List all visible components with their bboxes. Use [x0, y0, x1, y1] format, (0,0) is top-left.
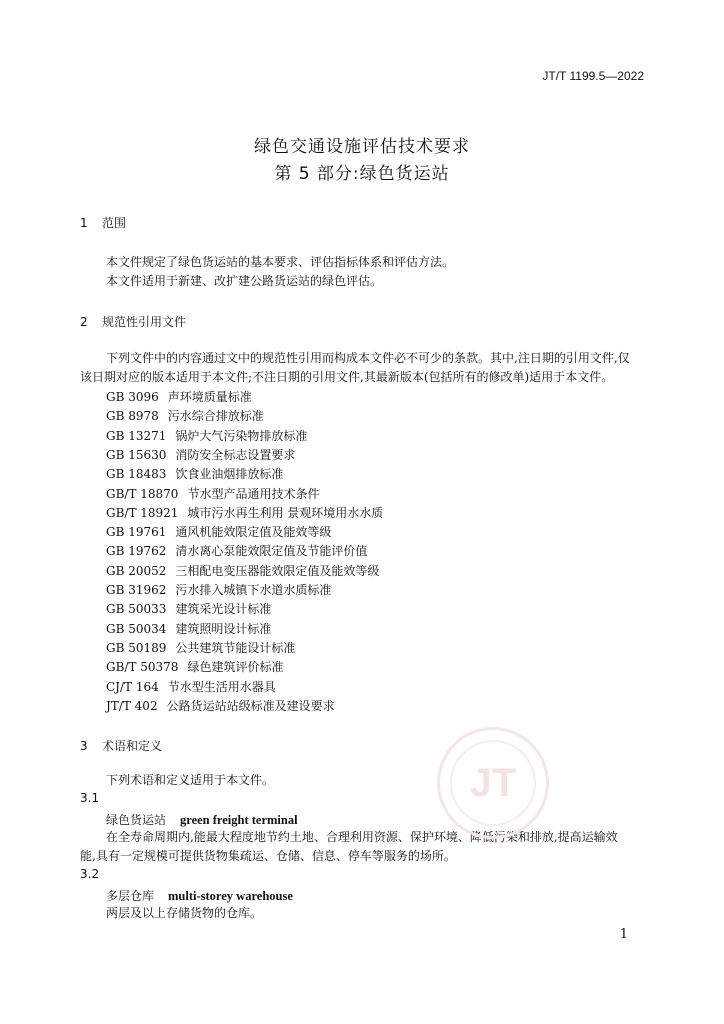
watermark-text: JT [450, 740, 536, 826]
reference-item [106, 465, 283, 482]
paragraph: 本文件适用于新建、改扩建公路货运站的绿色评估。 [106, 274, 383, 288]
reference-item [106, 523, 331, 540]
reference-item [106, 485, 319, 502]
reference-title: 污水排入城镇下水道水质标准 [175, 583, 332, 597]
reference-item [106, 581, 331, 598]
paragraph: 该日期对应的版本适用于本文件;不注日期的引用文件,其最新版本(包括所有的修改单)适用于本文件。 [80, 370, 614, 384]
section-heading-terms [80, 737, 162, 754]
reference-title: 消防安全标志设置要求 [175, 447, 296, 462]
paragraph: 下列术语和定义适用于本文件。 [106, 773, 275, 787]
section-title: 规范性引用文件 [102, 315, 187, 329]
reference-title: 建筑照明设计标准 [175, 621, 272, 636]
section-number: 1 [80, 216, 88, 230]
section-title: 范围 [102, 216, 127, 230]
reference-item [106, 697, 335, 714]
section-number: 2 [80, 315, 88, 329]
reference-code: JT/T 402 [106, 698, 158, 713]
reference-item [106, 600, 271, 617]
reference-title: 饮食业油烟排放标准 [175, 467, 284, 482]
term-definition: 两层及以上存储货物的仓库。 [106, 906, 263, 920]
reference-code: GB 50189 [106, 640, 167, 655]
term-number: 3.2 [80, 867, 100, 881]
reference-code: GB 19761 [106, 525, 167, 540]
reference-title: 声环境质量标准 [167, 390, 252, 404]
term-definition: 在全寿命周期内,能最大程度地节约土地、合理利用资源、保护环境、降低污染和排放,提高运输效 [106, 830, 618, 844]
term-chinese: 多层仓库 [106, 889, 155, 903]
reference-item [106, 639, 295, 656]
reference-item [106, 658, 283, 675]
reference-item [106, 504, 383, 521]
section-title: 术语和定义 [102, 739, 163, 753]
reference-item [106, 388, 252, 405]
reference-title: 城市污水再生利用 景观环境用水水质 [187, 505, 384, 520]
reference-title: 节水型生活用水器具 [167, 679, 276, 694]
term-chinese: 绿色货运站 [106, 813, 167, 827]
reference-code: GB 31962 [106, 583, 167, 597]
reference-code: GB/T 18870 [106, 486, 179, 501]
reference-title: 三相配电变压器能效限定值及能效等级 [175, 563, 380, 578]
reference-code: GB 8978 [106, 409, 159, 424]
reference-title: 锅炉大气污染物排放标准 [175, 428, 308, 443]
reference-code: GB 20052 [106, 563, 167, 578]
reference-code: GB/T 18921 [106, 505, 179, 520]
reference-code: GB 50034 [106, 621, 167, 636]
reference-title: 建筑采光设计标准 [175, 602, 272, 617]
reference-item [106, 542, 367, 559]
section-heading-scope [80, 214, 126, 231]
term-english: multi-storey warehouse [168, 889, 293, 903]
term-entry [106, 809, 298, 828]
term-definition: 能,具有一定规模可提供货物集疏运、仓储、信息、停车等服务的场所。 [80, 849, 456, 863]
jt-watermark-logo [437, 727, 549, 839]
page-number: 1 [619, 927, 628, 942]
document-title: 绿色交通设施评估技术要求 [254, 137, 470, 157]
reference-item [106, 407, 264, 424]
reference-title: 污水综合排放标准 [167, 409, 264, 424]
term-number: 3.1 [80, 791, 100, 805]
reference-code: GB 19762 [106, 544, 167, 559]
reference-item [106, 678, 276, 695]
standard-number: JT/T 1199.5—2022 [542, 69, 644, 83]
reference-item [106, 427, 307, 444]
reference-title: 公路货运站站级标准及建设要求 [166, 698, 335, 713]
reference-item [106, 620, 271, 637]
reference-code: GB 15630 [106, 447, 167, 462]
reference-code: GB 3096 [106, 390, 159, 404]
reference-title: 节水型产品通用技术条件 [187, 486, 320, 501]
paragraph: 本文件规定了绿色货运站的基本要求、评估指标体系和评估方法。 [106, 255, 455, 269]
reference-title: 绿色建筑评价标准 [187, 660, 284, 675]
reference-title: 通风机能效限定值及能效等级 [175, 525, 332, 540]
reference-code: GB/T 50378 [106, 660, 179, 675]
term-english: green freight terminal [180, 813, 298, 827]
term-entry [106, 885, 293, 904]
reference-item [106, 562, 379, 579]
reference-code: GB 18483 [106, 467, 167, 482]
paragraph: 下列文件中的内容通过文中的规范性引用而构成本文件必不可少的条款。其中,注日期的引用文件,仅 [106, 351, 630, 365]
reference-code: CJ/T 164 [106, 679, 159, 694]
reference-item [106, 446, 295, 463]
document-subtitle: 第 5 部分:绿色货运站 [274, 164, 450, 184]
reference-title: 清水离心泵能效限定值及节能评价值 [175, 544, 368, 559]
reference-code: GB 50033 [106, 602, 167, 617]
section-number: 3 [80, 739, 88, 753]
reference-code: GB 13271 [106, 428, 167, 443]
section-heading-normative-references [80, 313, 186, 330]
reference-title: 公共建筑节能设计标准 [175, 640, 296, 655]
